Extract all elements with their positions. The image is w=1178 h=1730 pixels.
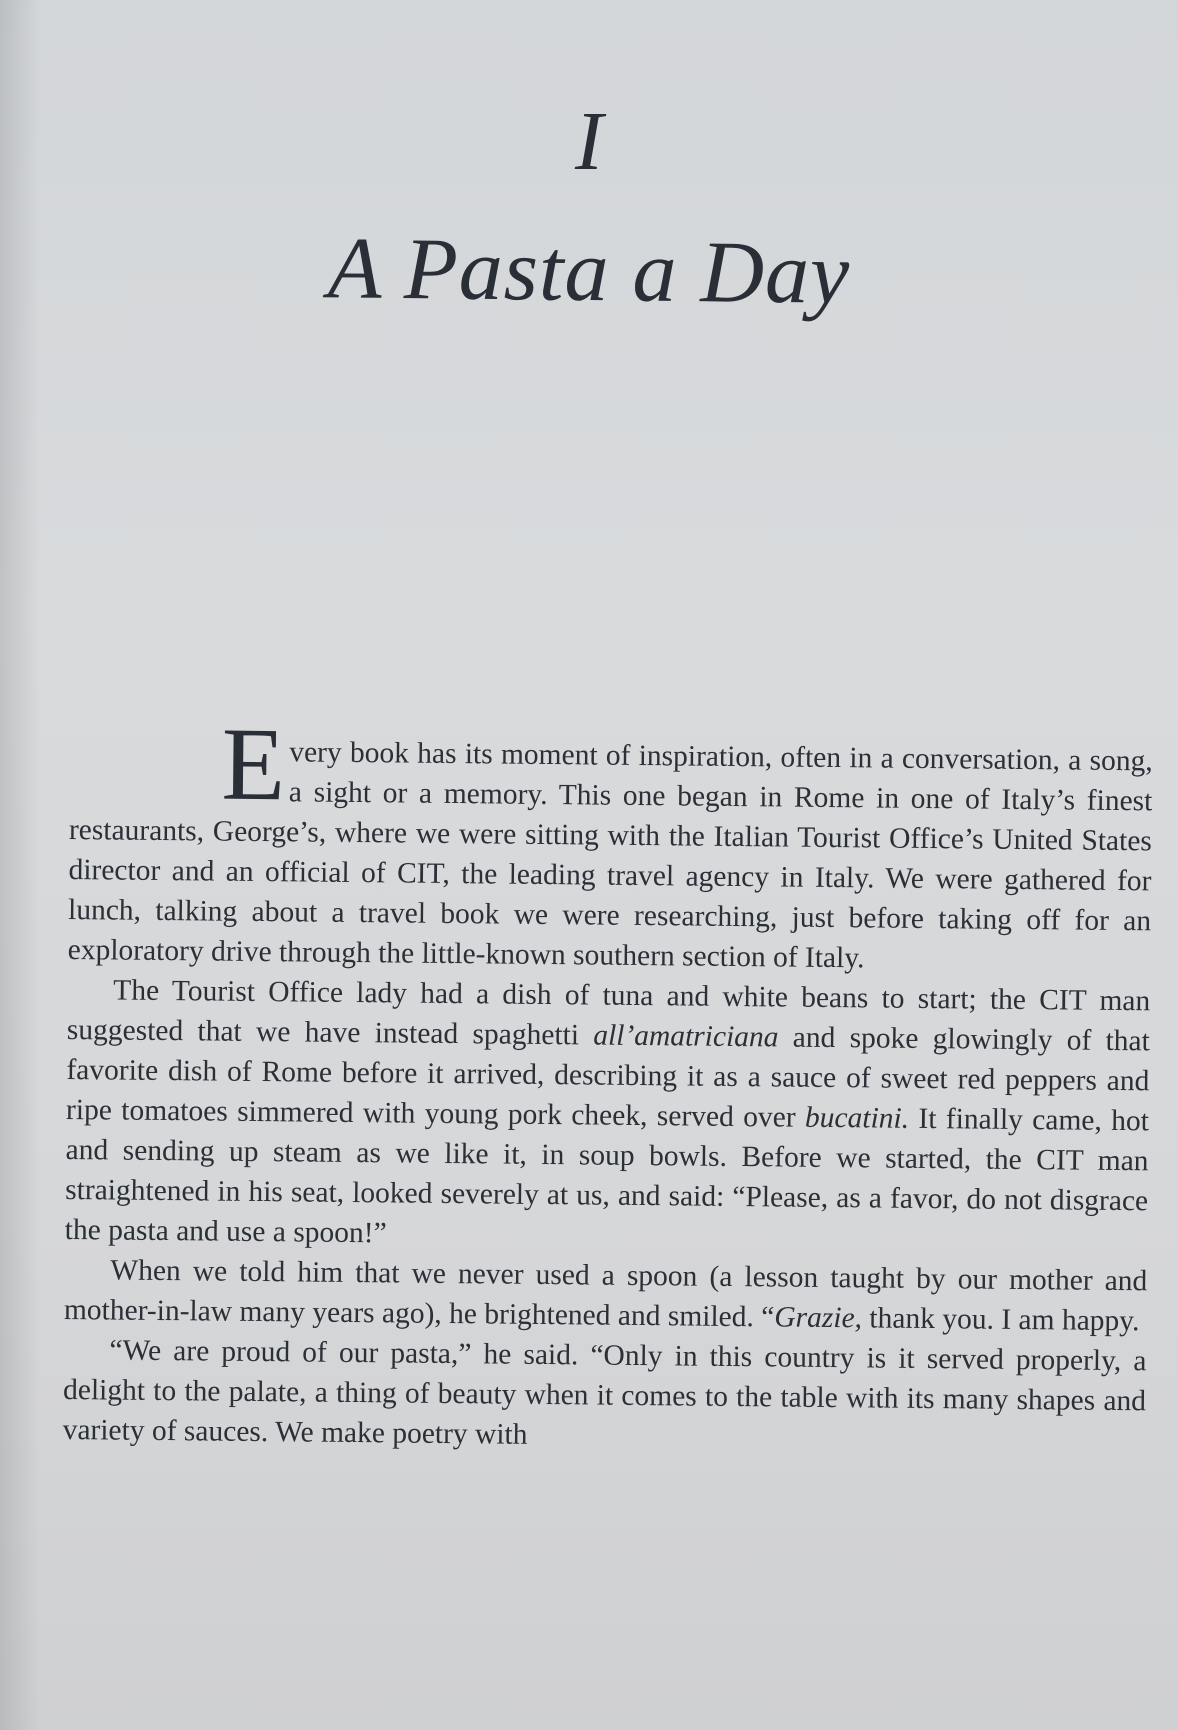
drop-cap: E [221,706,286,823]
paragraph-4 [62,1330,1146,1461]
chapter-title: A Pasta a Day [327,220,851,323]
paragraph-3 [64,1250,1148,1341]
paragraph-3-text-b: thank you. I am happy. [861,1302,1140,1338]
paragraph-3-text-a: When we told him that we never used a spoon (a lesson taught by our mother and mother-in-law many years ago), he brightened and smiled. “ [63,1254,1148,1334]
paragraph-4-text: “We are proud of our pasta,” he said. “Only in this country is it served properly, a delight to the palate, a thing of beauty when it comes to the table with its many shapes and variety of sauces. We make poetry with [62,1334,1147,1451]
paragraph-2-text-c: It finally came, hot and sending up steam as we like it, in soup bowls. Before we started, the CIT man straightened in his seat, looked severely at us, and said: “Please, as a favor, do not disgrace the pasta and use a spoon!” [64,1102,1150,1250]
chapter-number: I [575,95,603,188]
paragraph-2-text-a: The Tourist Office lady had a dish of tuna and white beans to start; the CIT man suggested that we have instead spaghetti [66,974,1151,1052]
paragraph-1 [67,706,1153,981]
paragraph-3-italic-grazie: Grazie, [774,1301,863,1335]
paragraph-2-text-b: and spoke glowingly of that favorite dish of Rome before it arrived, describing it as a sauce of sweet red peppers and ripe tomatoes simmered with young pork cheek, served over [65,1021,1150,1134]
chapter-body [62,706,1153,1461]
paragraph-2 [65,970,1151,1261]
paragraph-2-italic-amatriciana: all’amatriciana [593,1019,779,1054]
paragraph-1-text: very book has its moment of inspiration, often in a conversation, a song, a sight or a memory. This one began in Rome in one of Italy’s finest restaurants, George’s, where we were sitting with the Italian Tourist Office’s United States director and an official of CIT, the leading travel agency in Italy. We were gathered for lunch, talking about a travel book we were researching, just before taking off for an exploratory drive through the little-known southern section of Italy. [67,736,1153,975]
paragraph-2-italic-bucatini: bucatini. [804,1101,910,1135]
